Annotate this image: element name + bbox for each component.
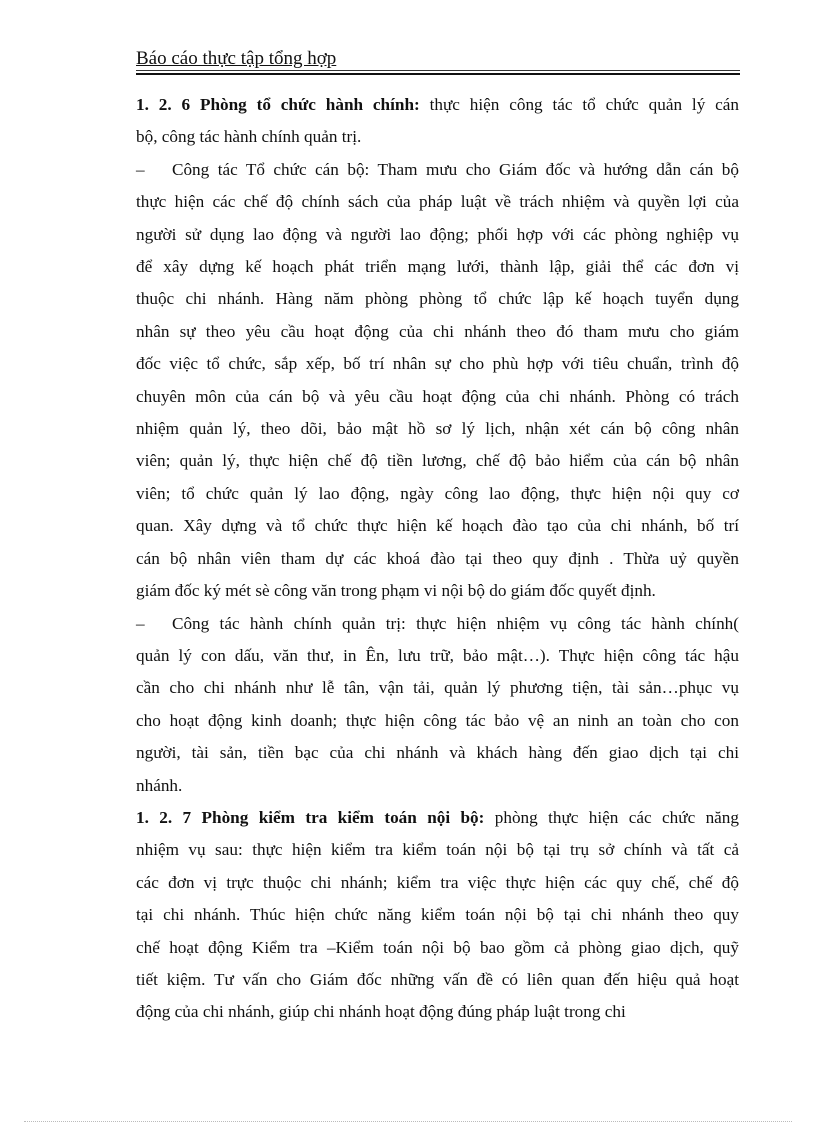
header-rule-thin	[136, 70, 740, 71]
bullet-dash: –	[136, 613, 145, 633]
text-line: viên; tổ chức quản lý lao động, ngày công lao động, thực hiện nội quy cơ	[136, 483, 739, 503]
text-line: nhánh.	[136, 775, 183, 795]
text-line: giám đốc ký mét sè công văn trong phạm vi nội bộ do giám đốc quyết định.	[136, 581, 656, 601]
text-line: tại chi nhánh. Thúc hiện chức năng kiểm toán nội bộ tại chi nhánh theo quy	[136, 905, 739, 925]
text-line: 1. 2. 7 Phòng kiểm tra kiểm toán nội bộ: phòng thực hiện các chức năng	[136, 807, 739, 827]
text-line: 1. 2. 6 Phòng tổ chức hành chính: thực hiện công tác tổ chức quản lý cán	[136, 95, 739, 114]
text-line: viên; quản lý, thực hiện chế độ tiền lương, chế độ bảo hiểm của cán bộ nhân	[136, 451, 739, 471]
text-line: nhiệm vụ sau: thực hiện kiểm tra kiểm toán nội bộ tại trụ sở chính và tất cả	[136, 840, 739, 860]
header-title: Báo cáo thực tập tổng hợp	[136, 48, 337, 69]
text-line: cần cho chi nhánh như lễ tân, vận tải, quản lý phương tiện, tài sản…phục vụ	[136, 678, 739, 698]
bullet-dash: –	[136, 159, 145, 179]
text-line: tiết kiệm. Tư vấn cho Giám đốc những vấn đề có liên quan đến hiệu quả hoạt	[136, 969, 739, 989]
text-line: người sử dụng lao động và người lao động; phối hợp với các phòng nghiệp vụ	[136, 224, 739, 244]
text-line: chuyên môn của cán bộ và yêu cầu hoạt động của chi nhánh. Phòng có trách	[136, 386, 739, 406]
text-line: người, tài sản, tiền bạc của chi nhánh và khách hàng đến giao dịch tại chi	[136, 743, 739, 763]
text-line: quan. Xây dựng và tổ chức thực hiện kế hoạch đào tạo của chi nhánh, bố trí	[136, 516, 739, 536]
bullet-paragraph-administration	[136, 608, 739, 802]
text-line: chế hoạt động Kiểm tra –Kiểm toán nội bộ bao gồm cả phòng giao dịch, quỹ	[136, 937, 739, 957]
text-line: quản lý con dấu, văn thư, in Ên, lưu trữ, bảo mật…). Thực hiện công tác hậu	[136, 645, 739, 665]
text-line: động của chi nhánh, giúp chi nhánh hoạt động đúng pháp luật trong chi	[136, 1002, 626, 1022]
header-rule-thick	[136, 73, 740, 75]
document-body	[136, 89, 739, 1029]
text-line: – Công tác Tổ chức cán bộ: Tham mưu cho Giám đốc và hướng dẫn cán bộ	[136, 154, 739, 186]
section-1-2-6	[136, 89, 739, 154]
section-heading: 1. 2. 6 Phòng tổ chức hành chính:	[136, 95, 420, 114]
text-line: cán bộ nhân viên tham dự các khoá đào tại theo quy định . Thừa uỷ quyền	[136, 548, 739, 568]
text-line: thực hiện các chế độ chính sách của pháp luật về trách nhiệm và quyền lợi của	[136, 192, 739, 212]
text-line: đốc việc tổ chức, sắp xếp, bố trí nhân sự cho phù hợp với tiêu chuẩn, trình độ	[136, 354, 739, 374]
text-line: nhân sự theo yêu cầu hoạt động của chi nhánh theo đó tham mưu cho giám	[136, 321, 739, 341]
text-line: bộ, công tác hành chính quản trị.	[136, 127, 362, 147]
section-heading: 1. 2. 7 Phòng kiểm tra kiểm toán nội bộ:	[136, 807, 485, 827]
page-header	[136, 48, 740, 70]
text-line: nhiệm quản lý, theo dõi, bảo mật hồ sơ lý lịch, nhận xét cán bộ công nhân	[136, 419, 739, 439]
bullet-paragraph-personnel	[136, 154, 739, 608]
text-line: thuộc chi nhánh. Hàng năm phòng phòng tổ chức lập kế hoạch tuyển dụng	[136, 289, 739, 309]
text-line: cho hoạt động kinh doanh; thực hiện công tác bảo vệ an ninh an toàn cho con	[136, 710, 739, 730]
text-line: để xây dựng kế hoạch phát triển mạng lưới, thành lập, giải thể các đơn vị	[136, 257, 739, 277]
section-1-2-7	[136, 802, 739, 1029]
text-line: – Công tác hành chính quản trị: thực hiện nhiệm vụ công tác hành chính(	[136, 608, 739, 640]
text-line: các đơn vị trực thuộc chi nhánh; kiểm tra việc thực hiện các quy chế, chế độ	[136, 872, 739, 892]
page-boundary-dotted-line	[24, 1121, 792, 1122]
